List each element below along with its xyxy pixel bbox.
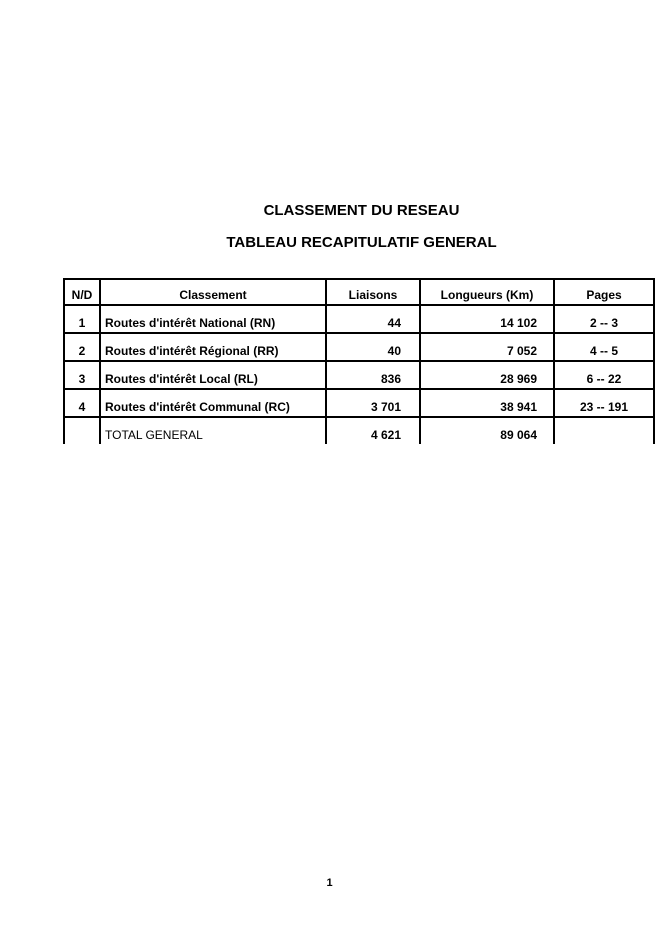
row-liaisons: 3 701 [326, 389, 420, 417]
total-label: TOTAL GENERAL [100, 417, 326, 444]
table-row [64, 361, 654, 389]
header-classement: Classement [100, 279, 326, 305]
page-number: 1 [326, 877, 333, 889]
table-header-row [64, 279, 654, 305]
row-longueurs: 14 102 [420, 305, 554, 333]
row-classement: Routes d'intérêt Local (RL) [100, 361, 326, 389]
header-pages: Pages [554, 279, 654, 305]
row-classement: Routes d'intérêt Régional (RR) [100, 333, 326, 361]
row-nd: 2 [64, 333, 100, 361]
header-longueurs: Longueurs (Km) [420, 279, 554, 305]
row-longueurs: 28 969 [420, 361, 554, 389]
row-liaisons: 44 [326, 305, 420, 333]
total-pages-empty [554, 417, 654, 444]
header-nd: N/D [64, 279, 100, 305]
row-pages: 4 -- 5 [554, 333, 654, 361]
header-liaisons: Liaisons [326, 279, 420, 305]
row-classement: Routes d'intérêt Communal (RC) [100, 389, 326, 417]
total-nd-empty [64, 417, 100, 444]
row-longueurs: 38 941 [420, 389, 554, 417]
row-liaisons: 836 [326, 361, 420, 389]
row-pages: 6 -- 22 [554, 361, 654, 389]
total-liaisons: 4 621 [326, 417, 420, 444]
row-pages: 2 -- 3 [554, 305, 654, 333]
document-title: CLASSEMENT DU RESEAU [263, 202, 460, 219]
row-nd: 3 [64, 361, 100, 389]
row-liaisons: 40 [326, 333, 420, 361]
row-nd: 1 [64, 305, 100, 333]
table-row [64, 333, 654, 361]
row-classement: Routes d'intérêt National (RN) [100, 305, 326, 333]
total-row [64, 417, 654, 444]
row-pages: 23 -- 191 [554, 389, 654, 417]
table-row [64, 305, 654, 333]
total-longueurs: 89 064 [420, 417, 554, 444]
table-row [64, 389, 654, 417]
recap-table [63, 278, 655, 444]
row-longueurs: 7 052 [420, 333, 554, 361]
row-nd: 4 [64, 389, 100, 417]
document-subtitle: TABLEAU RECAPITULATIF GENERAL [226, 234, 497, 251]
